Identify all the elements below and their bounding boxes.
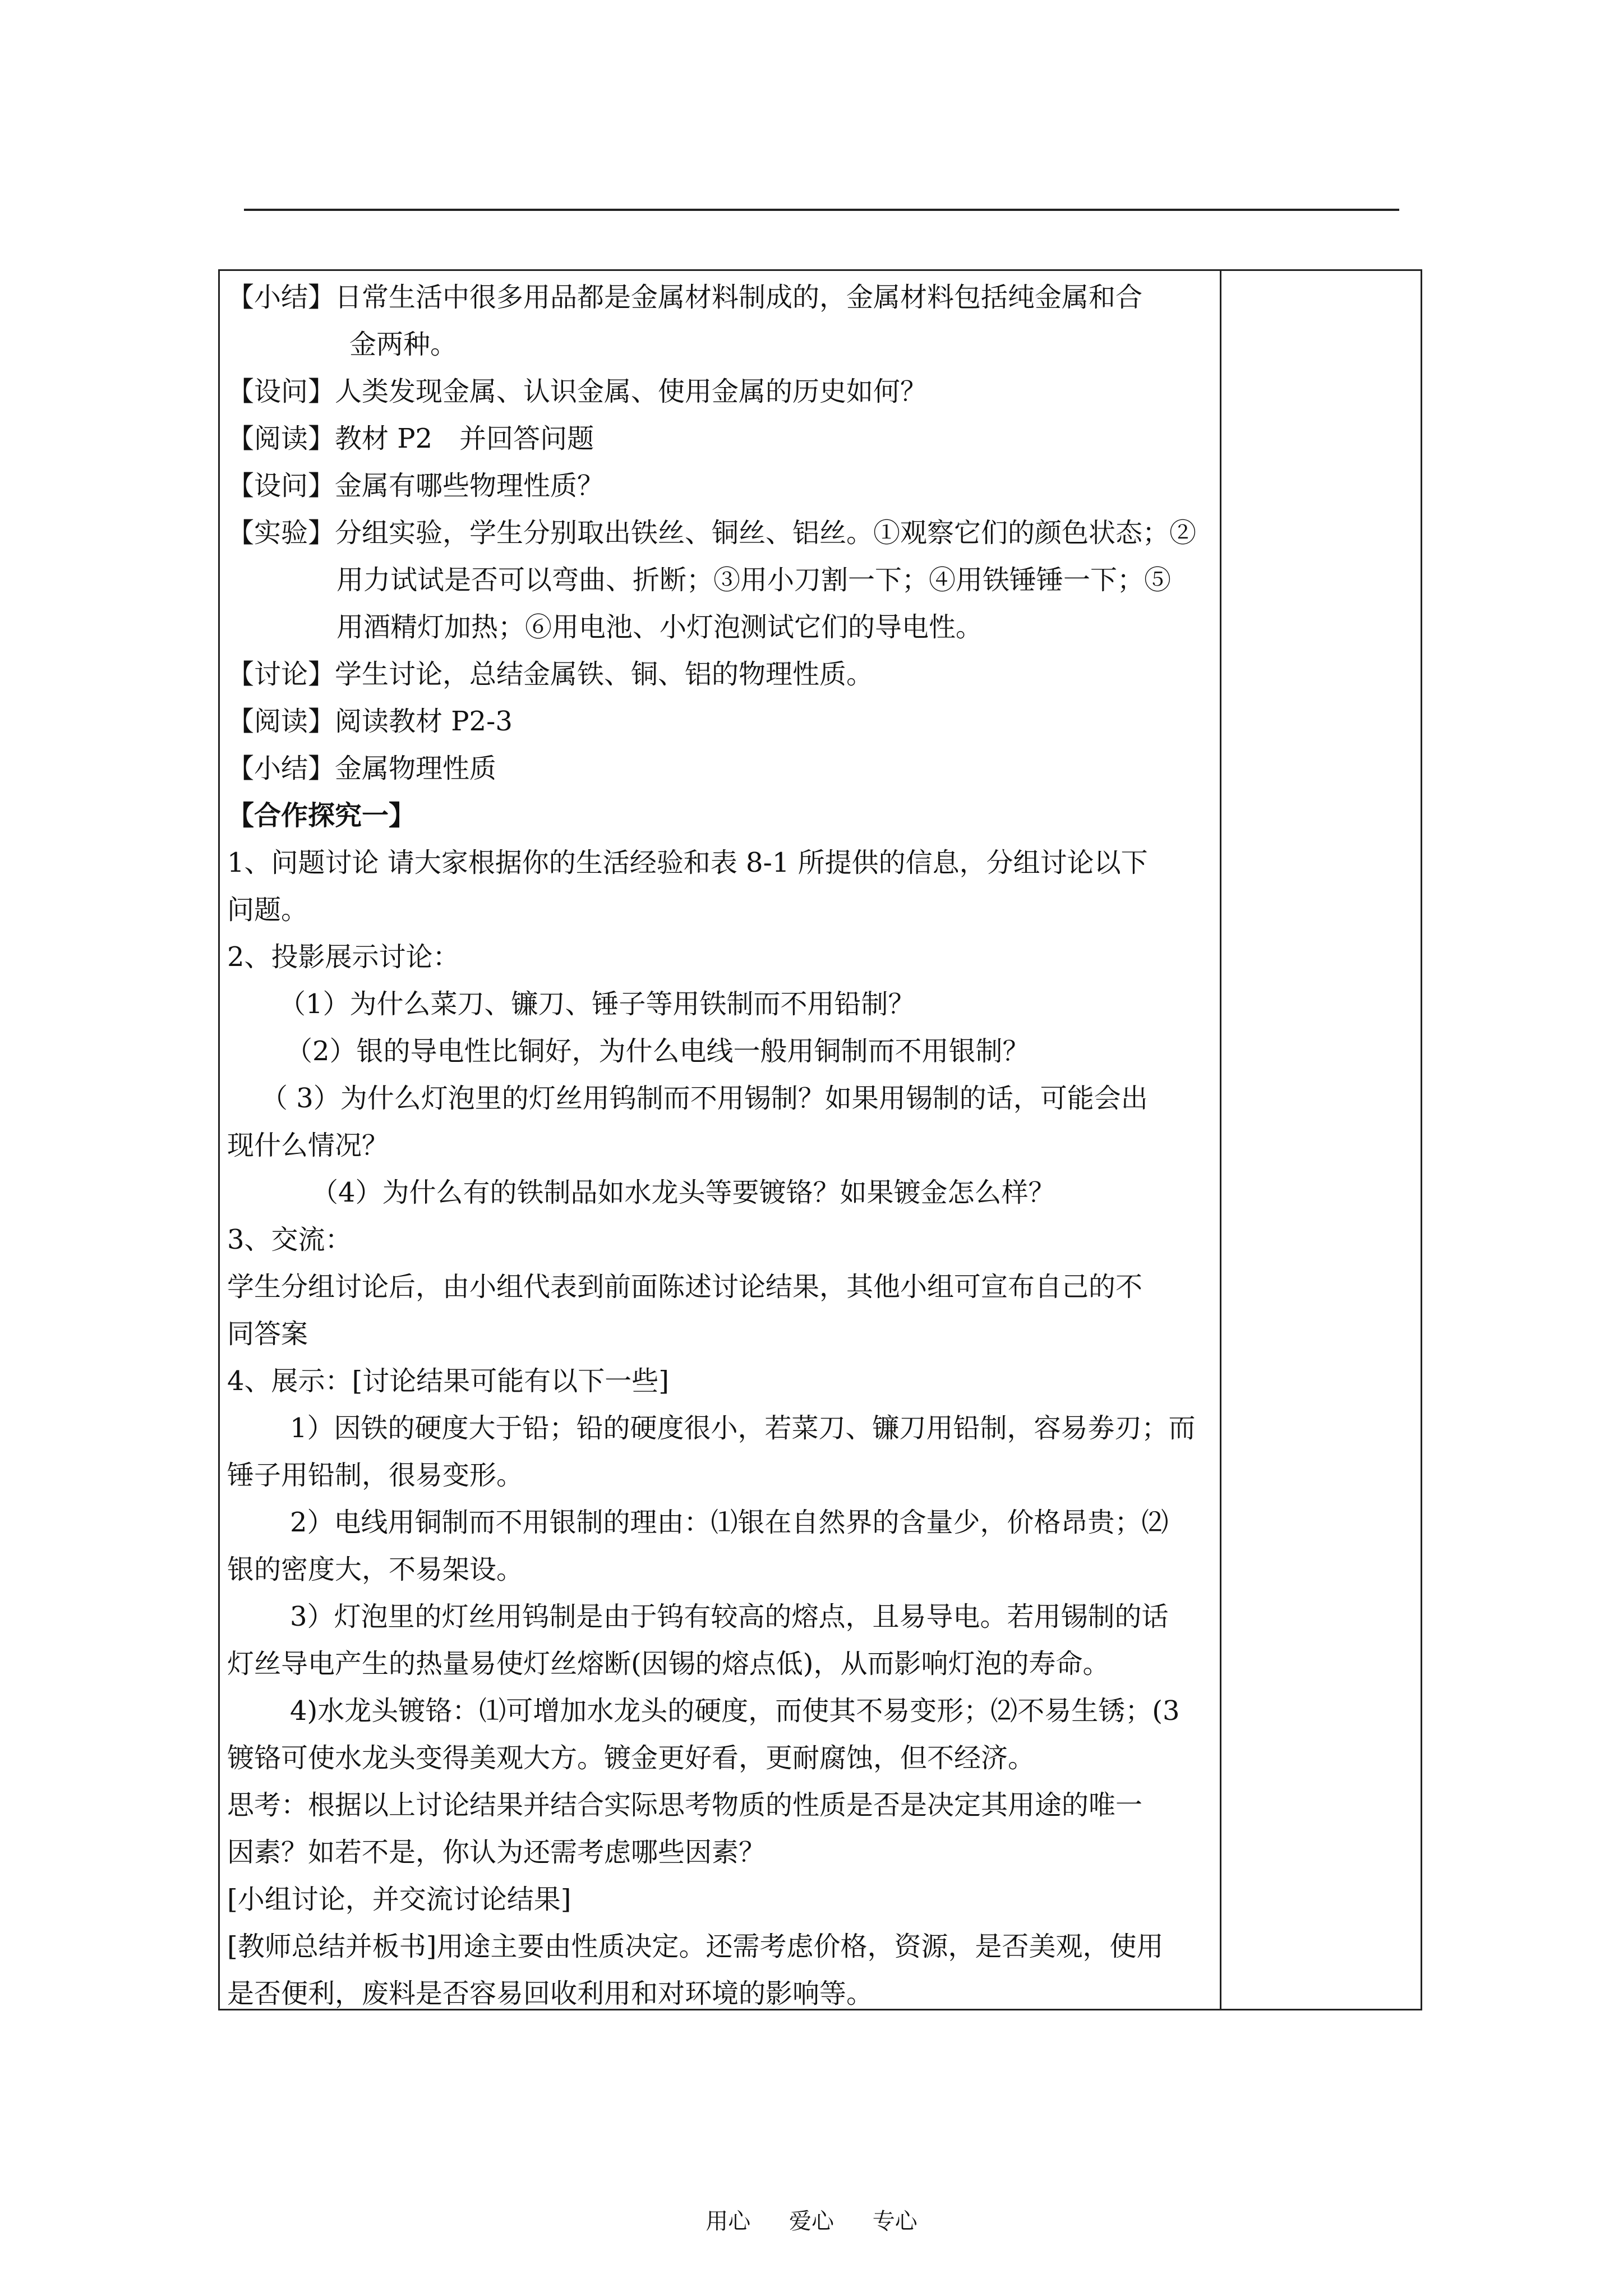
text-line: 4)水龙头镀铬：⑴可增加水龙头的硬度，而使其不易变形；⑵不易生锈；(3 (290, 1695, 1180, 1727)
text-line: 【设问】金属有哪些物理性质？ (227, 470, 605, 501)
text-line: 【小结】日常生活中很多用品都是金属材料制成的，金属材料包括纯金属和合 (227, 282, 1143, 313)
text-line: 金两种。 (349, 329, 458, 360)
text-line: 4、展示：[讨论结果可能有以下一些] (227, 1365, 669, 1397)
text-line: 3）灯泡里的灯丝用钨制是由于钨有较高的熔点，且易导电。若用锡制的话 (290, 1601, 1169, 1632)
text-line: 同答案 (227, 1318, 308, 1350)
text-line: 学生分组讨论后，由小组代表到前面陈述讨论结果，其他小组可宣布自己的不 (227, 1271, 1143, 1303)
header-rule (244, 209, 1399, 211)
text-line: 【阅读】教材 P2 并回答问题 (227, 423, 594, 454)
page-footer (0, 2203, 1623, 2235)
text-line: 2）电线用铜制而不用银制的理由：⑴银在自然界的含量少，价格昂贵；⑵ (290, 1507, 1169, 1538)
section-heading: 【合作探究一】 (227, 800, 416, 831)
text-line: （1）为什么菜刀、镰刀、锤子等用铁制而不用铅制？ (279, 988, 915, 1020)
text-line: 1、问题讨论 请大家根据你的生活经验和表 8-1 所提供的信息，分组讨论以下 (227, 847, 1148, 878)
text-line: 灯丝导电产生的热量易使灯丝熔断(因锡的熔点低)，从而影响灯泡的寿命。 (227, 1648, 1110, 1680)
text-line: 【设问】人类发现金属、认识金属、使用金属的历史如何？ (227, 376, 928, 407)
text-line: [教师总结并板书]用途主要由性质决定。还需考虑价格，资源，是否美观，使用 (227, 1931, 1164, 1962)
text-line: 镀铬可使水龙头变得美观大方。镀金更好看，更耐腐蚀，但不经济。 (227, 1742, 1035, 1774)
text-line: 用酒精灯加热；⑥用电池、小灯泡测试它们的导电性。 (336, 611, 983, 643)
text-line: 银的密度大，不易架设。 (227, 1554, 524, 1585)
footer-word: 专心 (872, 2208, 917, 2234)
text-line: 【小结】金属物理性质 (227, 753, 497, 784)
text-line: 因素？如若不是，你认为还需考虑哪些因素？ (227, 1837, 766, 1868)
text-line: 【讨论】学生讨论，总结金属铁、铜、铝的物理性质。 (227, 659, 874, 690)
text-line: [小组讨论，并交流讨论结果] (227, 1884, 571, 1915)
text-line: 用力试试是否可以弯曲、折断；③用小刀割一下；④用铁锤锤一下；⑤ (336, 564, 1172, 596)
lesson-content (227, 274, 1214, 2017)
text-line: 问题。 (227, 894, 308, 926)
text-line: 是否便利，废料是否容易回收利用和对环境的影响等。 (227, 1978, 874, 2009)
text-line: 2、投影展示讨论： (227, 941, 460, 973)
text-line: 思考：根据以上讨论结果并结合实际思考物质的性质是否是决定其用途的唯一 (227, 1789, 1143, 1821)
footer-word: 用心 (706, 2208, 751, 2234)
text-line: （2）银的导电性比铜好，为什么电线一般用铜制而不用银制？ (285, 1036, 1030, 1067)
text-line: 现什么情况？ (227, 1130, 389, 1161)
footer-word: 爱心 (789, 2208, 834, 2234)
text-line: 1）因铁的硬度大于铅；铅的硬度很小，若菜刀、镰刀用铅制，容易劵刃；而 (290, 1412, 1196, 1444)
text-line: 【实验】分组实验，学生分别取出铁丝、铜丝、铝丝。①观察它们的颜色状态；② (227, 517, 1197, 549)
text-line: （4）为什么有的铁制品如水龙头等要镀铬？如果镀金怎么样？ (311, 1177, 1055, 1208)
text-line: 3、交流： (227, 1224, 352, 1255)
text-line: 锤子用铅制，很易变形。 (227, 1460, 524, 1491)
table-column-divider (1220, 269, 1221, 2010)
text-line: （ 3）为什么灯泡里的灯丝用钨制而不用锡制？如果用锡制的话，可能会出 (261, 1083, 1148, 1114)
text-line: 【阅读】阅读教材 P2-3 (227, 706, 513, 737)
